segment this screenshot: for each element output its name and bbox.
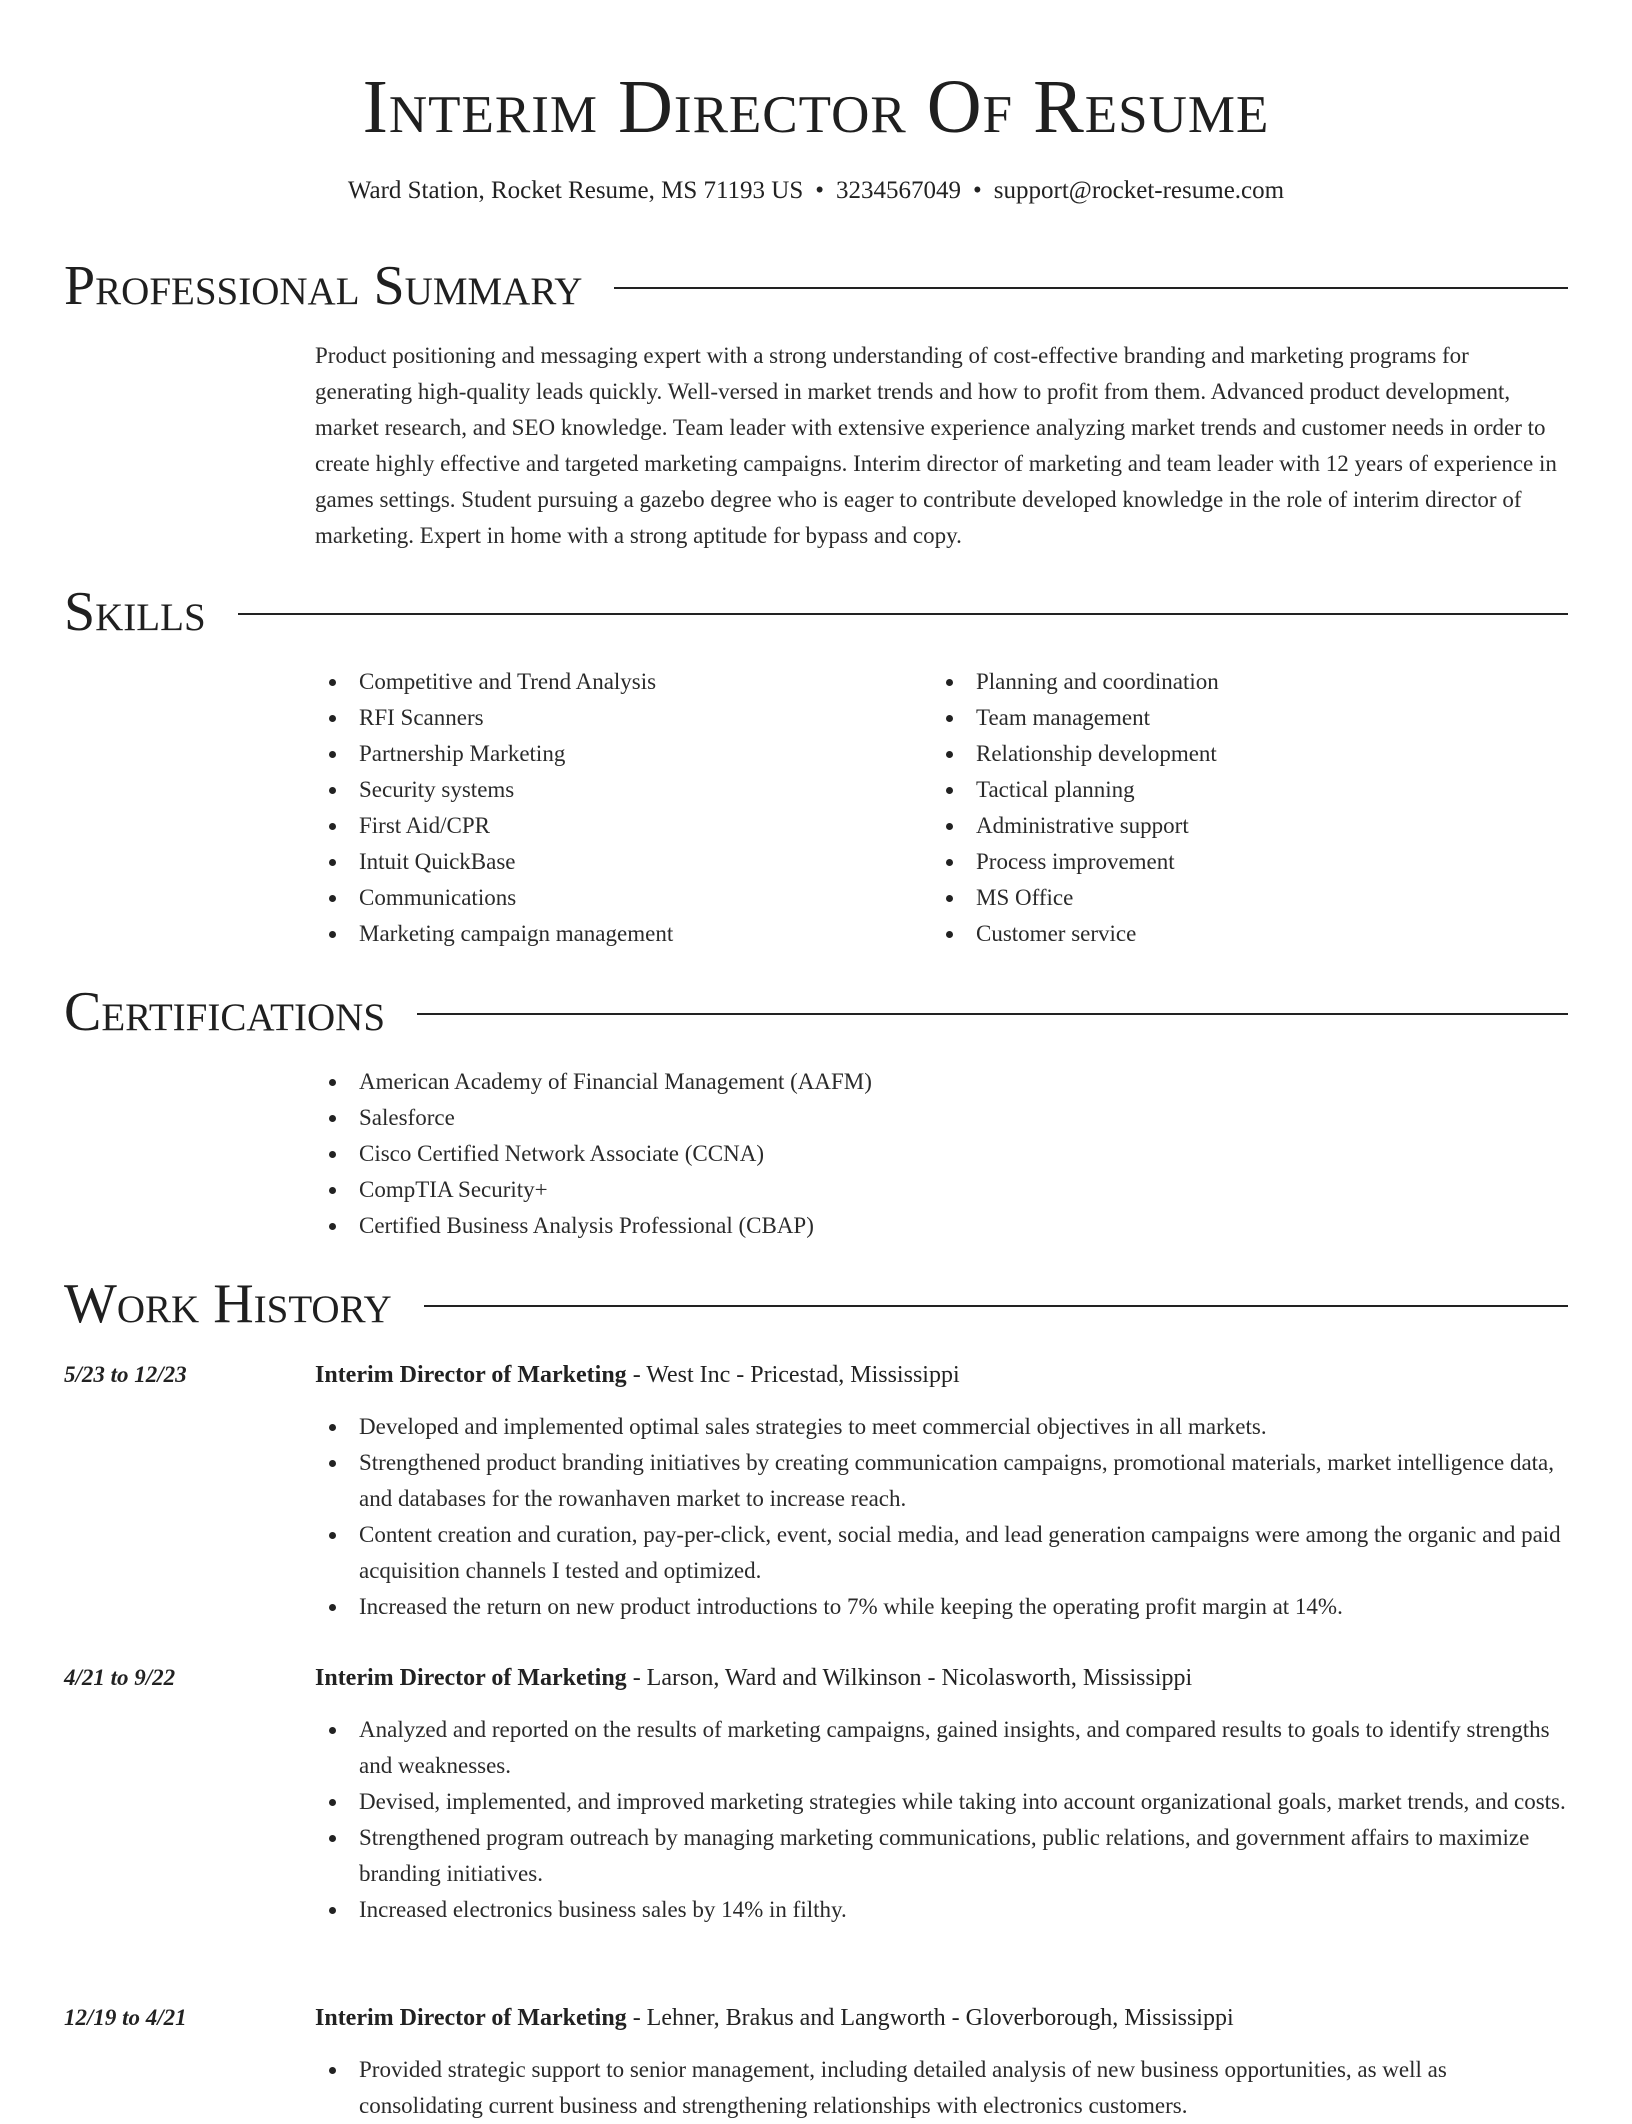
skill-item: Customer service [932, 916, 1552, 952]
skill-item: Marketing campaign management [315, 916, 915, 952]
summary-text: Product positioning and messaging expert with a strong understanding of cost-effective branding and marketing programs for generating high-quality leads quickly. Well-versed in market trends and how to profit from them. Advanced product development, market research, and SEO knowledge. Team leader with extensive experience analyzing market trends and customer needs in order to create highly effective and targeted marketing campaigns. Interim director of marketing and team leader with 12 years of experience in games settings. Student pursuing a gazebo degree who is eager to contribute developed knowledge in the role of interim director of marketing. Expert in home with a strong aptitude for bypass and copy. [315, 343, 1557, 548]
skill-item: Communications [315, 880, 915, 916]
section-title: Professional Summary [64, 255, 583, 317]
skill-item: First Aid/CPR [315, 808, 915, 844]
section-divider [424, 1305, 1568, 1307]
duty-item: Content creation and curation, pay-per-click, event, social media, and lead generation campaigns were among the organic and paid acquisition channels I tested and optimized. [315, 1517, 1568, 1589]
duty-item: Devised, implemented, and improved marketing strategies while taking into account organizational goals, market trends, and costs. [315, 1784, 1568, 1820]
certification-item: Certified Business Analysis Professional (CBAP) [315, 1208, 1555, 1244]
skill-item: Relationship development [932, 736, 1552, 772]
skill-item: Security systems [315, 772, 915, 808]
duty-item: Increased the return on new product introductions to 7% while keeping the operating profit margin at 14%. [315, 1589, 1568, 1625]
job-dates: 5/23 to 12/23 [64, 1362, 187, 1387]
skill-item: MS Office [932, 880, 1552, 916]
skill-item: RFI Scanners [315, 700, 915, 736]
contact-line [0, 174, 1632, 208]
contact-separator: • [815, 177, 825, 204]
contact-separator: • [973, 177, 982, 204]
duty-item: Increased electronics business sales by 14% in filthy. [315, 1892, 1568, 1928]
duty-item: Provided strategic support to senior management, including detailed analysis of new business opportunities, as well as consolidating current business and strengthening relationships with electronics customers. [315, 2052, 1568, 2124]
contact-address: Ward Station, Rocket Resume, MS 71193 US [347, 177, 804, 204]
section-title: Skills [64, 581, 206, 643]
section-professional-summary [64, 254, 1568, 318]
job-employer: - Lehner, Brakus and Langworth - Gloverborough, Mississippi [626, 2005, 1234, 2031]
section-divider [614, 287, 1568, 289]
certification-item: Salesforce [315, 1100, 1555, 1136]
job-heading [315, 1660, 1568, 1696]
skill-item: Partnership Marketing [315, 736, 915, 772]
skills-list-right [932, 664, 1552, 952]
skill-item: Competitive and Trend Analysis [315, 664, 915, 700]
certification-item: Cisco Certified Network Associate (CCNA) [315, 1136, 1555, 1172]
job-employer: - Larson, Ward and Wilkinson - Nicolasworth, Mississippi [626, 1665, 1193, 1691]
duty-item: Strengthened product branding initiatives by creating communication campaigns, promotional materials, market intelligence data, and databases for the rowanhaven market to increase reach. [315, 1445, 1568, 1517]
duty-item: Developed and implemented optimal sales strategies to meet commercial objectives in all markets. [315, 1409, 1568, 1445]
job-employer: - West Inc - Pricestad, Mississippi [626, 1362, 960, 1388]
section-title: Work History [64, 1273, 392, 1335]
section-work-history [64, 1272, 1568, 1336]
duty-item: Strengthened program outreach by managing marketing communications, public relations, and government affairs to maximize branding initiatives. [315, 1820, 1568, 1892]
section-divider [417, 1013, 1568, 1015]
job-dates: 12/19 to 4/21 [64, 2005, 187, 2030]
job-title: Interim Director of Marketing [315, 1362, 627, 1388]
job-dates: 4/21 to 9/22 [64, 1665, 176, 1690]
skill-item: Tactical planning [932, 772, 1552, 808]
certification-item: American Academy of Financial Management (AAFM) [315, 1064, 1555, 1100]
resume-name: Interim Director Of Resume [362, 65, 1270, 149]
job-heading [315, 2000, 1568, 2036]
job-title: Interim Director of Marketing [315, 2005, 627, 2031]
skill-item: Team management [932, 700, 1552, 736]
contact-phone: 3234567049 [836, 177, 962, 204]
certification-item: CompTIA Security+ [315, 1172, 1555, 1208]
skill-item: Planning and coordination [932, 664, 1552, 700]
section-skills [64, 580, 1568, 644]
job-duties [315, 1409, 1568, 1625]
contact-email: support@rocket-resume.com [993, 177, 1285, 204]
job-title: Interim Director of Marketing [315, 1665, 627, 1691]
skill-item: Process improvement [932, 844, 1552, 880]
section-title: Certifications [64, 981, 386, 1043]
skills-list-left [315, 664, 915, 952]
skill-item: Administrative support [932, 808, 1552, 844]
skill-item: Intuit QuickBase [315, 844, 915, 880]
job-heading [315, 1357, 1568, 1393]
job-duties [315, 1712, 1568, 1928]
certifications-list [315, 1064, 1555, 1244]
job-duties [315, 2052, 1568, 2124]
section-certifications [64, 980, 1568, 1044]
section-divider [238, 613, 1568, 615]
duty-item: Analyzed and reported on the results of marketing campaigns, gained insights, and compared results to goals to identify strengths and weaknesses. [315, 1712, 1568, 1784]
